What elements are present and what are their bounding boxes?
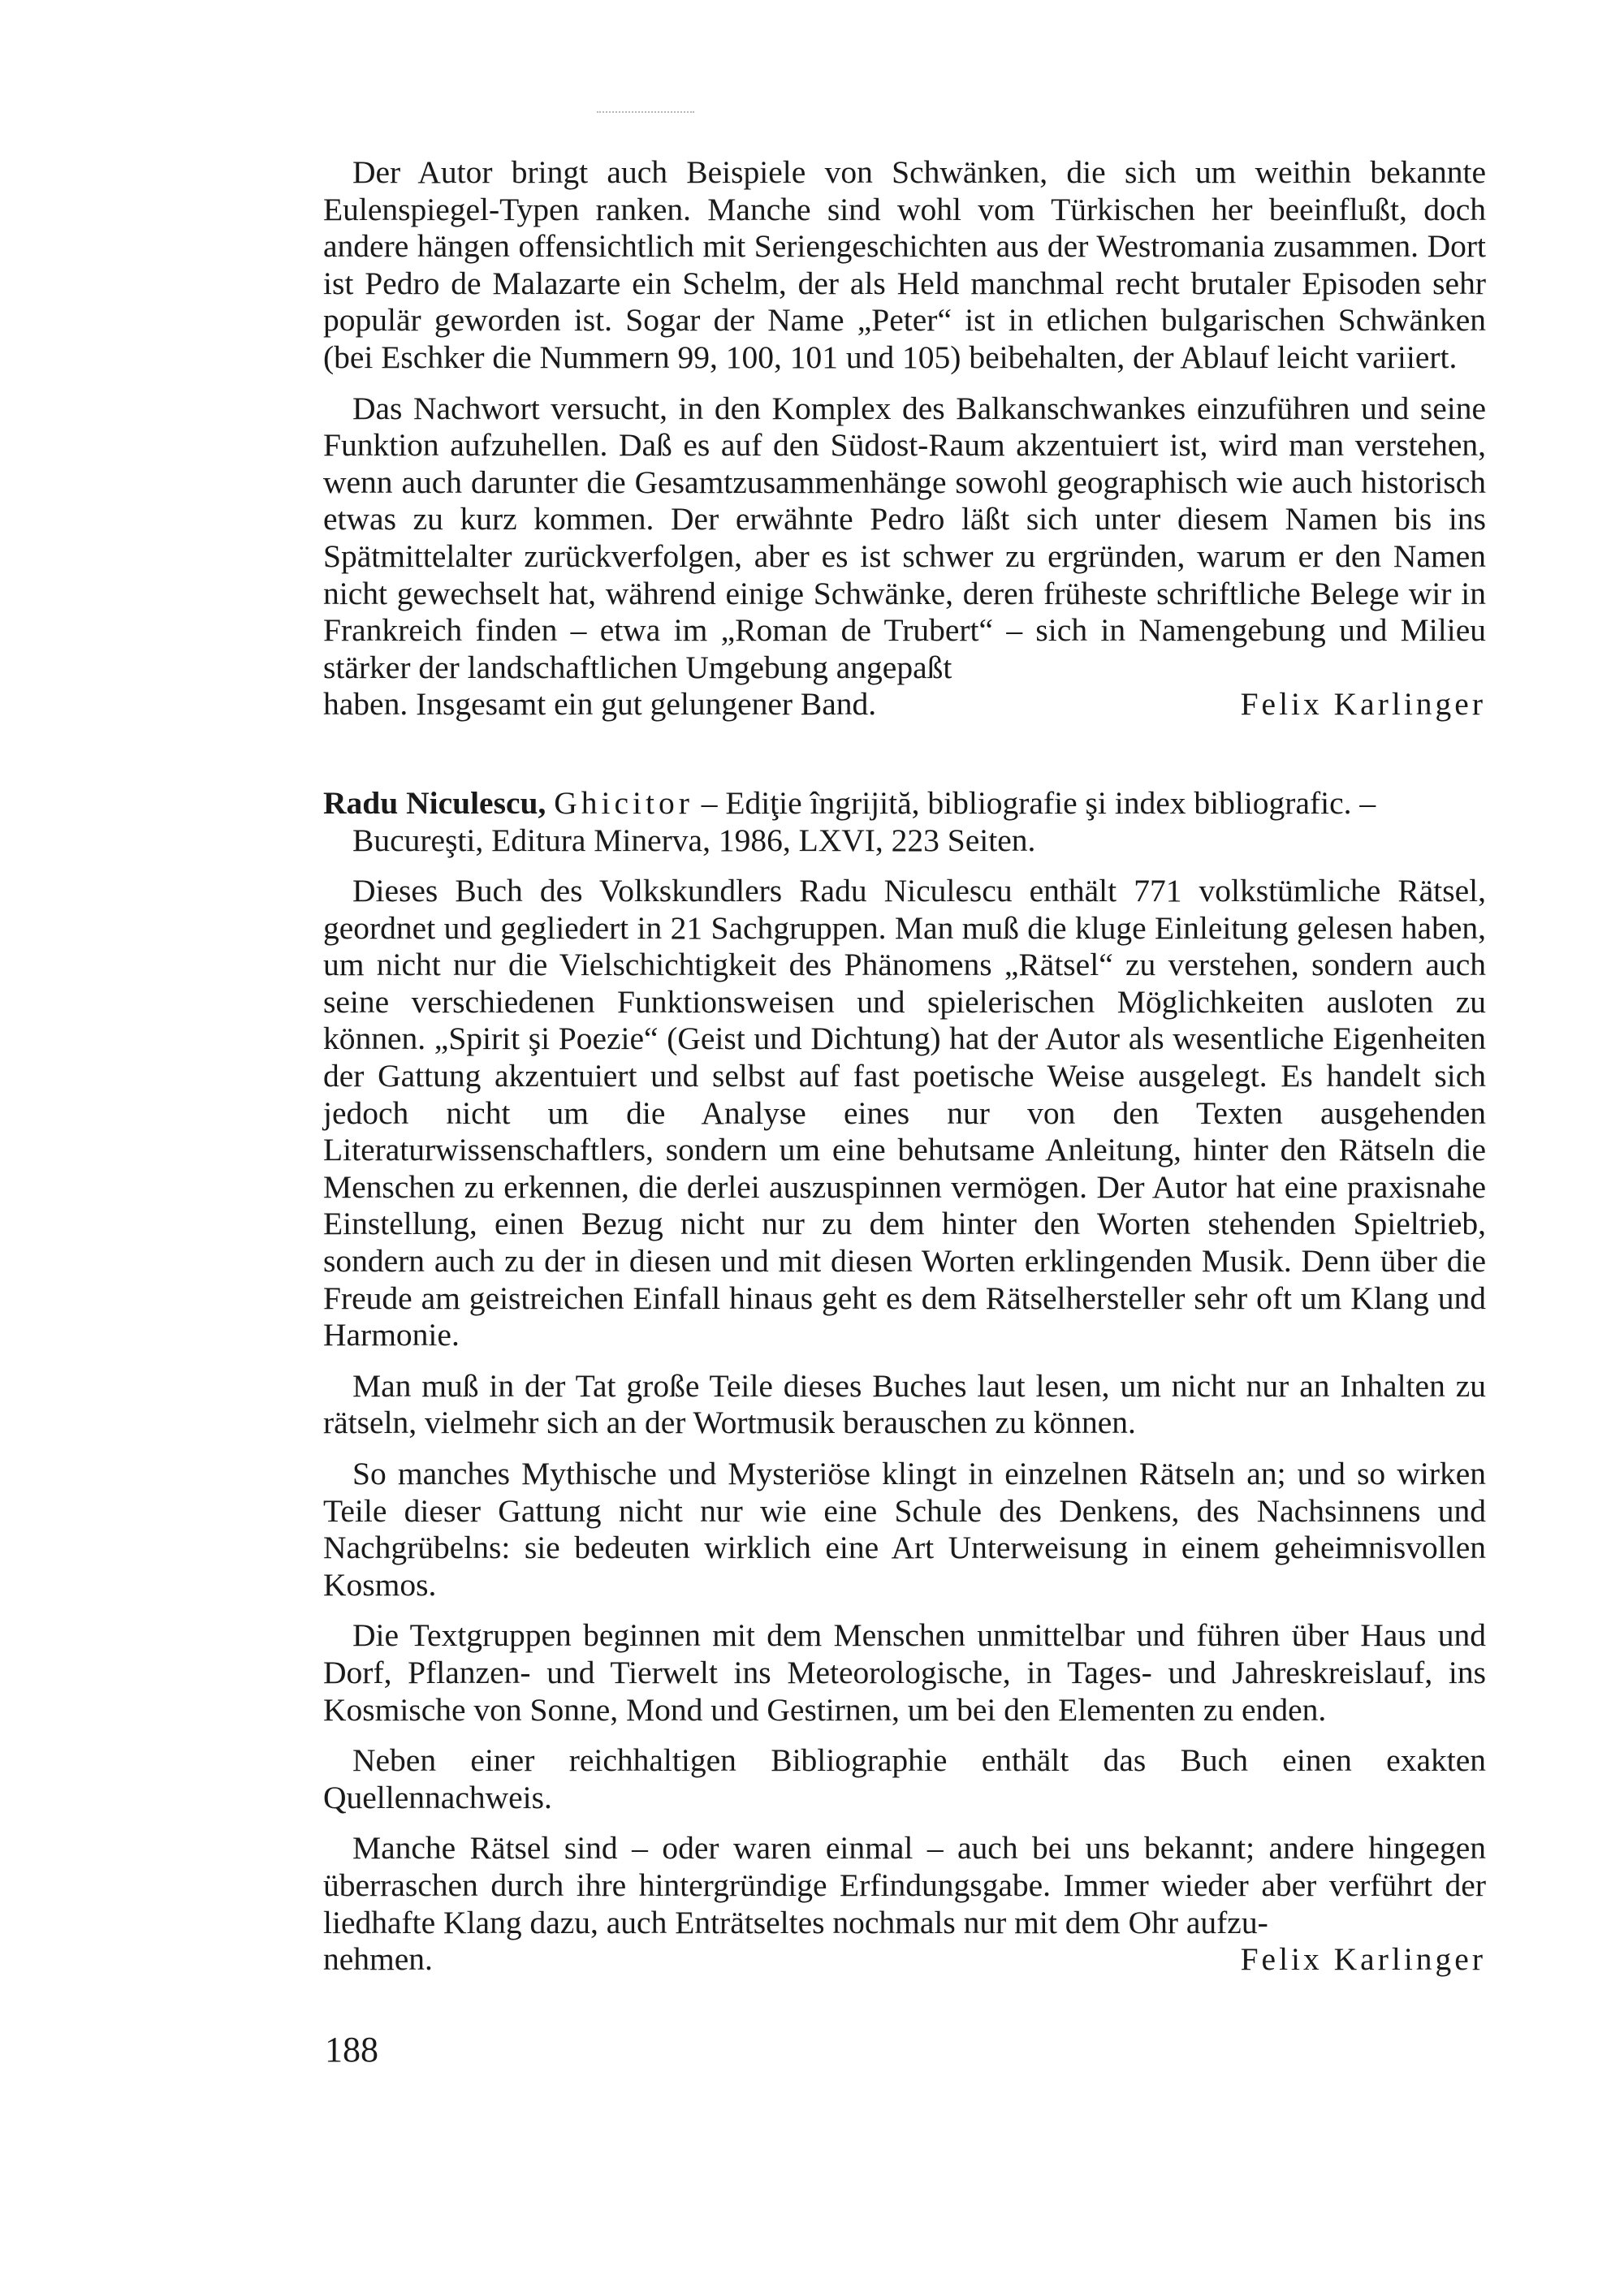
body-paragraph: Das Nachwort versucht, in den Komplex des Balkanschwankes einzuführen und seine Funktion aufzuhellen. Daß es auf den Südost-Raum akzentuiert ist, wird man verstehen, wenn auch darunter die Gesamtzusammenhänge sowohl geographisch wie auch historisch etwas zu kurz kommen. Der erwähnte Pedro läßt sich unter diesem Namen bis ins Spätmittelalter zurückverfolgen, aber es ist schwer zu ergründen, warum er den Namen nicht gewechselt hat, während einige Schwänke, deren früheste schriftliche Belege wir in Frankreich finden – etwa im „Roman de Trubert“ – sich in Namengebung und Milieu stärker der landschaftlichen Umgebung angepaßt bbox=[323, 390, 1486, 685]
citation-title: Ghicitor bbox=[554, 784, 693, 821]
book-page bbox=[323, 154, 1486, 1979]
closing-text: haben. Insgesamt ein gut gelungener Band. bbox=[323, 686, 877, 723]
closing-line bbox=[323, 1941, 1486, 1979]
bibliographic-citation bbox=[323, 785, 1486, 859]
body-paragraph: Die Textgruppen beginnen mit dem Menschen unmittelbar und führen über Haus und Dorf, Pflanzen- und Tierwelt ins Meteorologische, in Tages- und Jahreskreislauf, ins Kosmische von Sonne, Mond und Gestirnen, um bei den Elementen zu enden. bbox=[323, 1617, 1486, 1728]
closing-text: nehmen. bbox=[323, 1941, 433, 1978]
closing-line bbox=[323, 686, 1486, 723]
body-paragraph: Der Autor bringt auch Beispiele von Schwänken, die sich um weithin bekannte Eulenspiegel-Typen ranken. Manche sind wohl vom Türkischen her beeinflußt, doch andere hängen offensichtlich mit Seriengeschichten aus der Westromania zusammen. Dort ist Pedro de Malazarte ein Schelm, der als Held manchmal recht brutaler Episoden sehr populär geworden ist. Sogar der Name „Peter“ ist in etlichen bulgarischen Schwänken (bei Eschker die Nummern 99, 100, 101 und 105) beibehalten, der Ablauf leicht variiert. bbox=[323, 154, 1486, 375]
reviewer-signature: Felix Karlinger bbox=[1240, 686, 1486, 723]
review-eschker-continuation bbox=[323, 154, 1486, 723]
review-niculescu bbox=[323, 785, 1486, 1979]
reviewer-signature: Felix Karlinger bbox=[1240, 1941, 1486, 1978]
scan-artifact bbox=[597, 111, 694, 114]
page-number: 188 bbox=[325, 2030, 378, 2069]
body-paragraph: Neben einer reichhaltigen Bibliographie enthält das Buch einen exakten Quellennachweis. bbox=[323, 1742, 1486, 1815]
body-paragraph: Manche Rätsel sind – oder waren einmal – auch bei uns bekannt; andere hingegen überraschen durch ihre hintergründige Erfindungsgabe. Immer wieder aber verführt der liedhafte Klang dazu, auch Enträtseltes nochmals nur mit dem Ohr aufzu- bbox=[323, 1830, 1486, 1940]
citation-details: – Ediţie îngrijită, bibliografie şi index bibliografic. – Bucureşti, Editura Minerva, 1986, LXVI, 223 Seiten. bbox=[352, 784, 1376, 858]
body-paragraph: Man muß in der Tat große Teile dieses Buches laut lesen, um nicht nur an Inhalten zu rätseln, vielmehr sich an der Wortmusik berauschen zu können. bbox=[323, 1367, 1486, 1441]
body-paragraph: Dieses Buch des Volkskundlers Radu Niculescu enthält 771 volkstümliche Rätsel, geordnet und gegliedert in 21 Sachgruppen. Man muß die kluge Einleitung gelesen haben, um nicht nur die Vielschichtigkeit des Phänomens „Rätsel“ zu verstehen, sondern auch seine verschiedenen Funktionsweisen und spielerischen Möglichkeiten ausloten zu können. „Spirit şi Poezie“ (Geist und Dichtung) hat der Autor als wesentliche Eigenheiten der Gattung akzentuiert und selbst auf fast poetische Weise ausgelegt. Es handelt sich jedoch nicht um die Analyse eines nur von den Texten ausgehenden Literaturwissenschaftlers, sondern um eine behutsame Anleitung, hinter den Rätseln die Menschen zu erkennen, die derlei auszuspinnen vermögen. Der Autor hat eine praxisnahe Einstellung, einen Bezug nicht nur zu dem hinter den Worten stehenden Spieltrieb, sondern auch zu der in diesen und mit diesen Worten erklingenden Musik. Denn über die Freude am geistreichen Einfall hinaus geht es dem Rätselhersteller sehr oft um Klang und Harmonie. bbox=[323, 873, 1486, 1353]
body-paragraph: So manches Mythische und Mysteriöse klingt in einzelnen Rätseln an; und so wirken Teile dieser Gattung nicht nur wie eine Schule des Denkens, des Nachsinnens und Nachgrübelns: sie bedeuten wirklich eine Art Unterweisung in einem geheimnisvollen Kosmos. bbox=[323, 1456, 1486, 1603]
citation-author: Radu Niculescu, bbox=[323, 784, 546, 821]
